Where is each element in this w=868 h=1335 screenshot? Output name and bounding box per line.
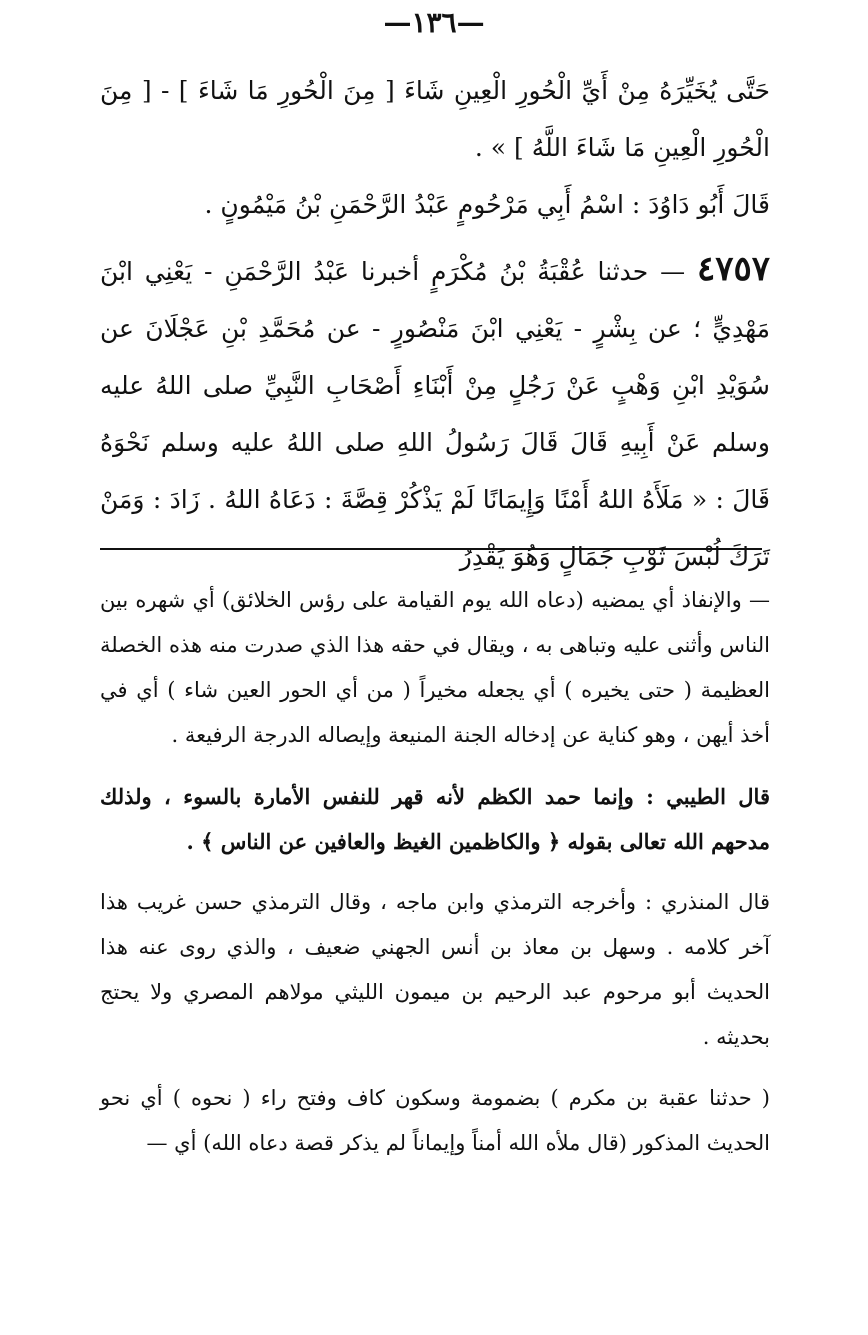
commentary-paragraph: ( حدثنا عقبة بن مكرم ) بضمومة وسكون كاف وفتح راء ( نحوه ) أي نحو الحديث المذكور (قال ملأه الله أمناً وإيماناً لم يذكر قصة دعاه الله) أي —: [100, 1086, 770, 1155]
hadith-text-block: [100, 62, 770, 585]
hadith-number: ٤٧٥٧: [696, 249, 771, 289]
hadith-text: — حدثنا عُقْبَةُ بْنُ مُكْرَمٍ أخبرنا عَبْدُ الرَّحْمَنِ - يَعْنِي ابْنَ مَهْدِيٍّ ؛ عن بِشْرٍ - يَعْنِي ابْنَ مَنْصُورٍ - عن مُحَمَّدِ بْنِ عَجْلَانَ عن سُوَيْدِ ابْنِ وَهْبٍ عَنْ رَجُلٍ مِنْ أَبْنَاءِ أَصْحَابِ النَّبِيِّ صلى اللهُ عليه وسلم عَنْ أَبِيهِ قَالَ قَالَ رَسُولُ اللهِ صلى اللهُ عليه وسلم نَحْوَهُ قَالَ : « مَلَأَهُ اللهُ أَمْنًا وَإِيمَانًا لَمْ يَذْكُرْ قِصَّةَ : دَعَاهُ اللهُ . زَادَ : وَمَنْ تَرَكَ لُبْسَ ثَوْبِ جَمَالٍ وَهُوَ يَقْدِرُ: [100, 257, 770, 571]
page-number: —١٣٦—: [383, 6, 485, 39]
footnote-divider: [100, 548, 762, 550]
main-paragraph: قَالَ أَبُو دَاوُدَ : اسْمُ أَبِي مَرْحُومٍ عَبْدُ الرَّحْمَنِ بْنُ مَيْمُونٍ .: [204, 190, 770, 219]
commentary-paragraph: — والإنفاذ أي يمضيه (دعاه الله يوم القيامة على رؤس الخلائق) أي شهره بين الناس وأثنى عليه وتباهى به ، ويقال في حقه هذا الذي صدرت منه هذه الخصلة العظيمة ( حتى يخيره ) أي يجعله مخيراً ( من أي الحور العين شاء ) أي في أخذ أيهن ، وهو كناية عن إدخاله الجنة المنيعة وإيصاله الدرجة الرفيعة .: [100, 588, 770, 747]
commentary-block: [100, 578, 770, 1182]
commentary-paragraph: قال المنذري : وأخرجه الترمذي وابن ماجه ، وقال الترمذي حسن غريب هذا آخر كلامه . وسهل بن معاذ بن أنس الجهني ضعيف ، والذي روى عنه هذا الحديث أبو مرحوم عبد الرحيم بن ميمون الليثي مولاهم المصري ولا يحتج بحديثه .: [100, 890, 770, 1049]
hadith-paragraph: [100, 241, 770, 585]
commentary-paragraph: قال الطيبي : وإنما حمد الكظم لأنه قهر للنفس الأمارة بالسوء ، ولذلك مدحهم الله تعالى بقوله ﴿ والكاظمين الغيظ والعافين عن الناس ﴾ .: [100, 784, 770, 854]
main-paragraph: حَتَّى يُخَيِّرَهُ مِنْ أَيِّ الْحُورِ الْعِينِ شَاءَ [ مِنَ الْحُورِ مَا شَاءَ ] - [ مِنَ الْحُورِ الْعِينِ مَا شَاءَ اللَّهُ ] » .: [100, 76, 770, 162]
